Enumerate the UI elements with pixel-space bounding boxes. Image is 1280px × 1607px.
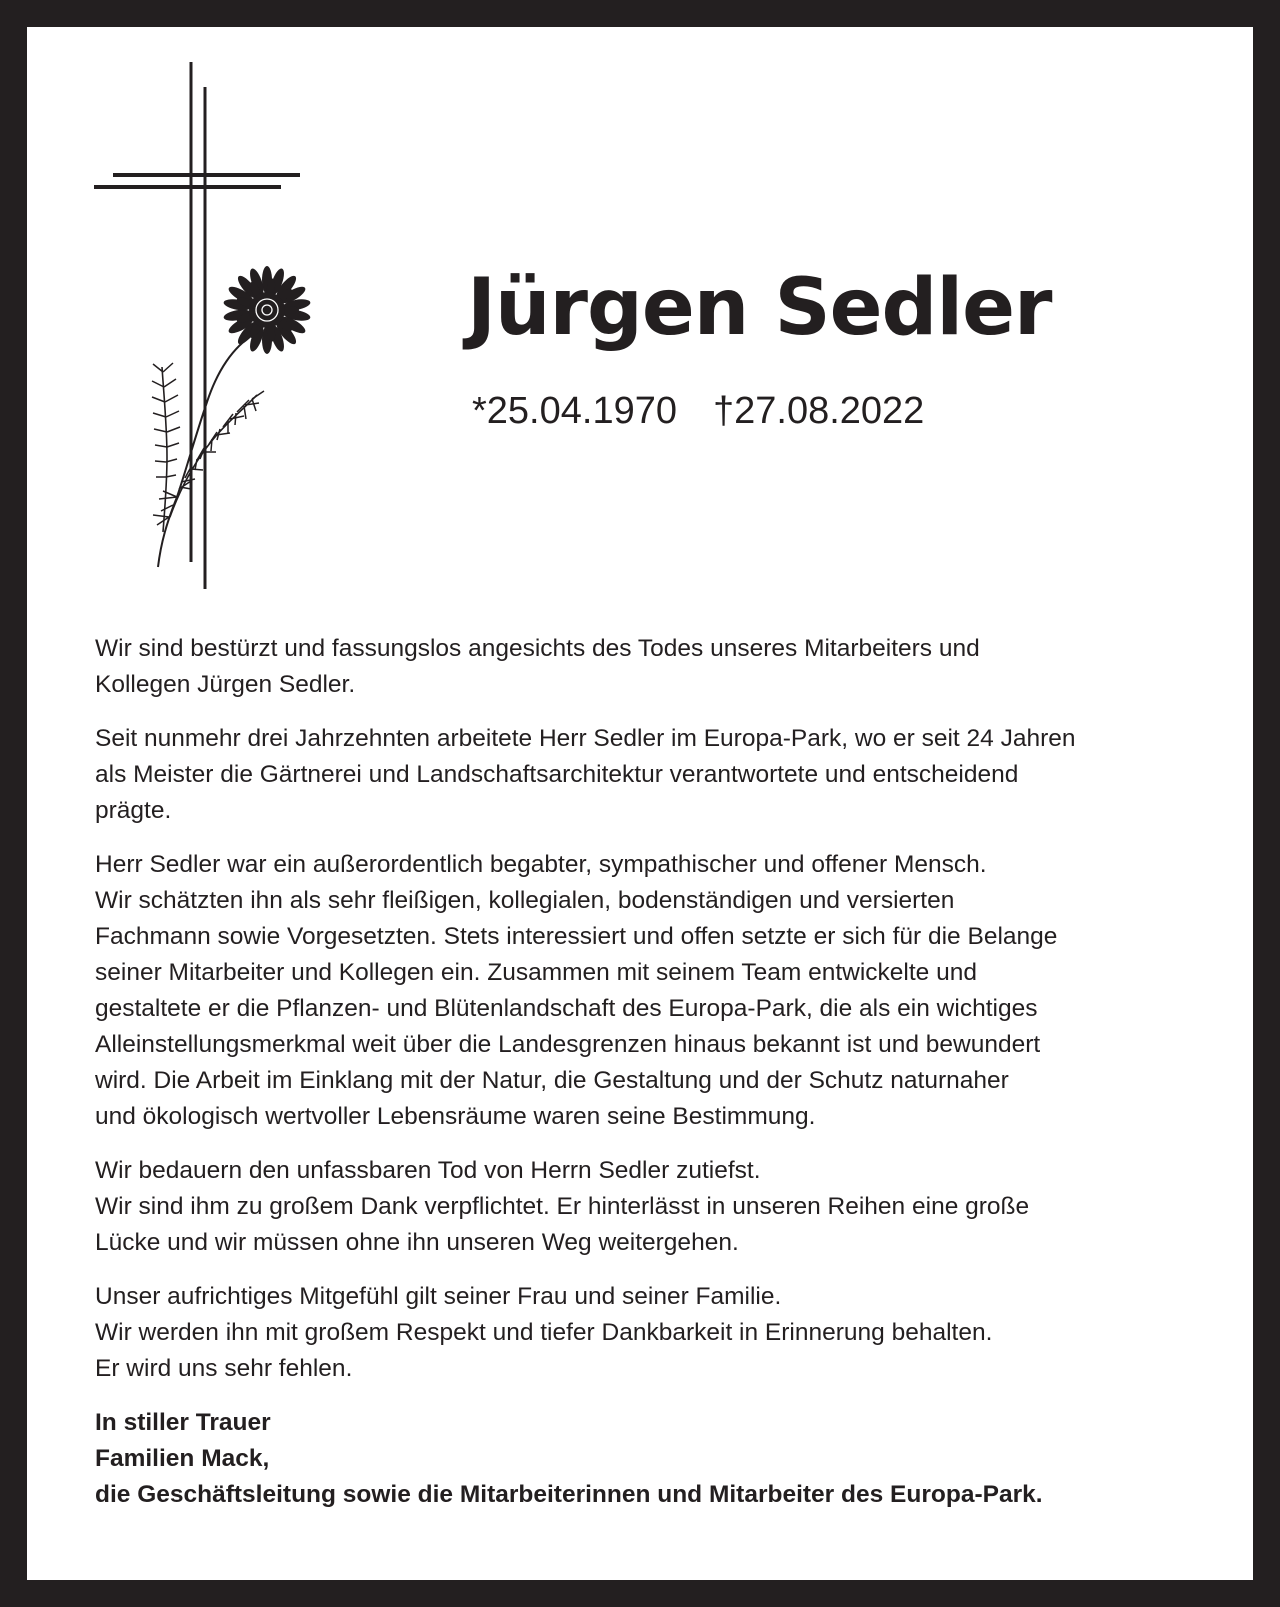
- paragraph: Unser aufrichtiges Mitgefühl gilt seiner Frau und seiner Familie. Wir werden ihn mit großem Respekt und tiefer Dankbarkeit in Erinnerung behalten. Er wird uns sehr fehlen.: [95, 1283, 993, 1382]
- obituary-text: [95, 631, 1215, 1531]
- birth-date: *25.04.1970: [472, 390, 677, 432]
- signature: In stiller Trauer Familien Mack, die Geschäftsleitung sowie die Mitarbeiterinnen und Mitarbeiter des Europa-Park.: [95, 1409, 1043, 1508]
- life-dates: [472, 392, 924, 430]
- paragraph: Herr Sedler war ein außerordentlich begabter, sympathischer und offener Mensch. Wir schätzten ihn als sehr fleißigen, kollegialen, bodenständigen und versierten Fachmann sowie Vorgesetzten. Stets interessiert und offen setzte er sich für die Belange seiner Mitarbeiter und Kollegen ein. Zusammen mit seinem Team entwickelte und gestaltete er die Pflanzen- und Blütenlandschaft des Europa-Park, die als ein wichtiges Alleinstellungsmerkmal weit über die Landesgrenzen hinaus bekannt ist und bewundert wird. Die Arbeit im Einklang mit der Natur, die Gestaltung und der Schutz naturnaher und ökologisch wertvoller Lebensräume waren seine Bestimmung.: [95, 851, 1058, 1130]
- cross-with-flower-icon: [27, 27, 327, 597]
- death-date: †27.08.2022: [712, 390, 925, 432]
- paragraph: Seit nunmehr drei Jahrzehnten arbeitete Herr Sedler im Europa-Park, wo er seit 24 Jahren als Meister die Gärtnerei und Landschaftsarchitektur verantwortete und entscheidend prägte.: [95, 725, 1076, 824]
- deceased-name: Jürgen Sedler: [467, 263, 1052, 353]
- paragraph: Wir sind bestürzt und fassungslos angesichts des Todes unseres Mitarbeiters und Kollegen Jürgen Sedler.: [95, 635, 980, 698]
- obituary-card: [27, 27, 1253, 1580]
- paragraph: Wir bedauern den unfassbaren Tod von Herrn Sedler zutiefst. Wir sind ihm zu großem Dank verpflichtet. Er hinterlässt in unseren Reihen eine große Lücke und wir müssen ohne ihn unseren Weg weitergehen.: [95, 1157, 1030, 1256]
